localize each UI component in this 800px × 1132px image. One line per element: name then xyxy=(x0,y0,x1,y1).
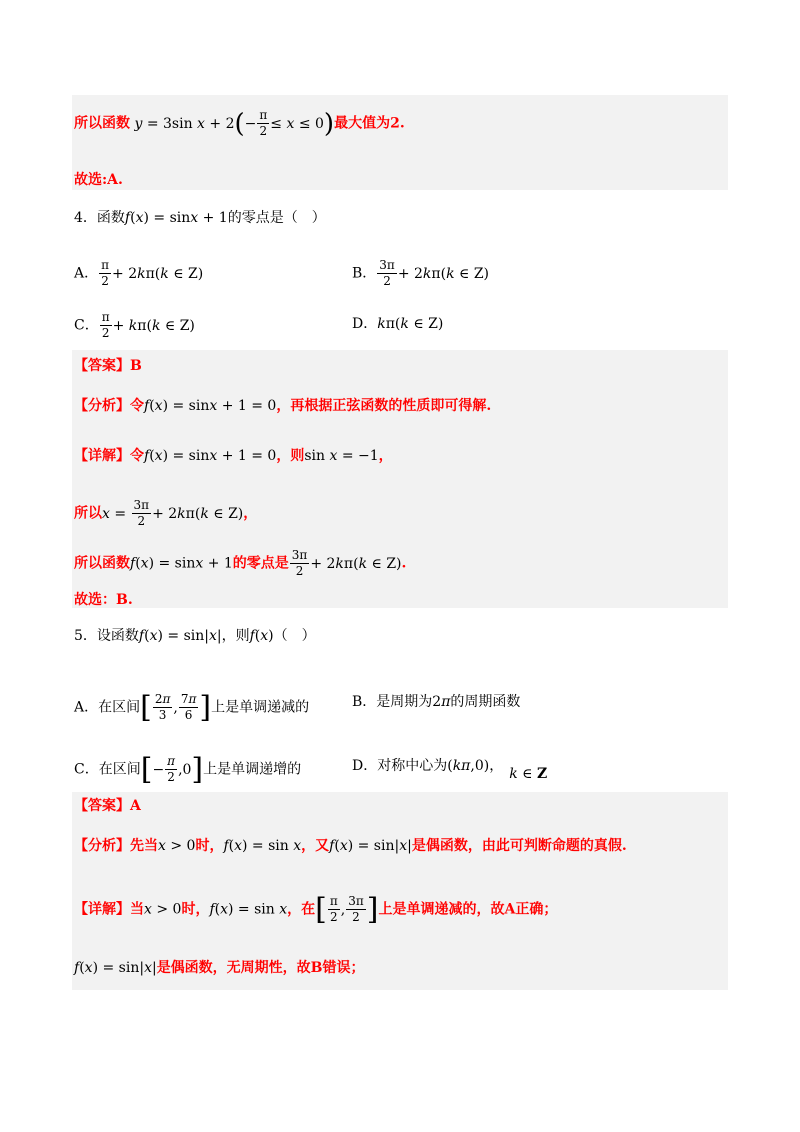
text: 上是单调递减的 xyxy=(211,699,310,716)
math-formula: sin x = −1 xyxy=(304,448,379,464)
math-formula: k ∈ Z xyxy=(509,766,548,782)
question-number: 5．设函数 xyxy=(74,628,139,644)
solution-3-choice: 故选:A. xyxy=(74,172,123,188)
question-4-option-b[interactable] xyxy=(352,258,489,289)
math-formula: f(x) = sin x xyxy=(209,901,288,918)
math-formula: f(x) = sin|x| xyxy=(329,838,412,854)
option-label: D． xyxy=(352,316,378,332)
option-label: B． xyxy=(352,694,377,710)
math-formula: f(x) = sin|x| xyxy=(74,960,157,976)
detail-4-line3 xyxy=(74,548,728,579)
math-formula: [ $\frac{2\pi}{3}$ , $\frac{7\pi}{6}$ ] xyxy=(140,689,212,725)
detail-tag: 【详解】 xyxy=(74,901,130,918)
question-5-option-c[interactable] xyxy=(74,751,302,787)
solution-3-conclusion xyxy=(74,108,728,139)
question-number: 4．函数 xyxy=(74,210,125,226)
answer-tag: 【答案】 xyxy=(74,798,130,814)
analysis-tag: 【分析】 xyxy=(74,838,130,854)
question-4-option-d[interactable] xyxy=(352,314,443,334)
answer-tag: 【答案】 xyxy=(74,358,130,374)
text: 是偶函数，由此可判断命题的真假. xyxy=(411,838,627,854)
analysis-4 xyxy=(74,396,728,416)
question-5-option-a[interactable] xyxy=(74,689,310,725)
text: 上是单调递增的 xyxy=(203,761,302,778)
text: 上是单调递减的，故A正确； xyxy=(378,901,558,918)
text: 所以函数 xyxy=(74,555,130,572)
math-formula: [− $\frac{\pi}{2}$ ,0] xyxy=(140,751,204,787)
text: 当 xyxy=(130,901,144,918)
text: 对称中心为 xyxy=(377,758,448,774)
math-formula: [ $\frac{\pi}{2}$ , $\frac{3\pi}{2}$ ] xyxy=(315,891,379,927)
detail-5-line2 xyxy=(74,958,728,978)
text: 最大值为2. xyxy=(334,115,405,132)
text: 是周期为 xyxy=(376,694,433,710)
math-formula: $\frac{\pi}{2}$ + 2kπ(k ∈ Z) xyxy=(101,258,204,288)
text: 所以 xyxy=(74,505,102,522)
option-label: D． xyxy=(352,758,378,774)
option-label: C． xyxy=(74,317,99,334)
text: ， xyxy=(378,448,393,464)
answer-value: A xyxy=(130,798,141,814)
math-formula: kπ(k ∈ Z) xyxy=(377,316,444,332)
math-formula: $\frac{\pi}{2}$ + kπ(k ∈ Z) xyxy=(101,310,195,340)
math-formula: x = $\frac{3\pi}{2}$ + 2kπ(k ∈ Z) xyxy=(102,498,244,528)
math-formula: f(x) = sinx + 1 xyxy=(130,555,233,572)
text: 在区间 xyxy=(98,699,141,716)
math-formula: x > 0 xyxy=(158,838,196,854)
text: 时， xyxy=(181,901,210,918)
question-5-stem xyxy=(74,626,728,646)
option-label: A． xyxy=(74,699,99,716)
text: ，则 xyxy=(276,448,305,464)
question-4-stem xyxy=(74,208,728,228)
question-5-option-d[interactable] xyxy=(352,756,548,782)
math-formula: f(x) = sinx + 1 = 0 xyxy=(144,398,277,414)
question-4-option-c[interactable] xyxy=(74,310,195,341)
text: 的零点是 xyxy=(232,555,289,572)
text: ，又 xyxy=(301,838,330,854)
option-label: C． xyxy=(74,761,99,778)
math-formula: f(x) = sin|x| xyxy=(138,628,222,644)
answer-5 xyxy=(74,796,728,816)
math-formula: 2π xyxy=(432,694,451,710)
text: ，再根据正弦函数的性质即可得解. xyxy=(276,398,492,414)
math-formula: $\frac{3\pi}{2}$ + 2kπ(k ∈ Z) xyxy=(379,258,490,288)
answer-value: B xyxy=(130,358,142,374)
text: ， xyxy=(489,758,504,774)
detail-4 xyxy=(74,446,728,466)
text: 令 xyxy=(130,448,144,464)
analysis-5 xyxy=(74,836,728,856)
text: 的周期函数 xyxy=(450,694,521,710)
detail-5 xyxy=(74,891,728,927)
question-suffix: 的零点是（ ） xyxy=(227,210,326,226)
text: 时， xyxy=(195,838,224,854)
choice-4: 故选：B. xyxy=(74,592,133,608)
analysis-tag: 【分析】 xyxy=(74,398,130,414)
text: 在区间 xyxy=(98,761,141,778)
question-4-option-a[interactable] xyxy=(74,258,203,289)
detail-tag: 【详解】 xyxy=(74,448,130,464)
text: 是偶函数，无周期性，故B错误； xyxy=(156,960,365,976)
text: 先当 xyxy=(130,838,158,854)
math-formula: f(x) = sinx + 1 = 0 xyxy=(144,448,277,464)
math-formula: x > 0 xyxy=(144,901,182,918)
math-formula: $\frac{3\pi}{2}$ + 2kπ(k ∈ Z) xyxy=(291,548,402,578)
detail-4-line2 xyxy=(74,498,728,529)
text: . xyxy=(401,555,407,572)
question-5-option-b[interactable] xyxy=(352,692,520,712)
question-suffix: （ ） xyxy=(273,628,316,644)
math-formula: f(x) = sin x xyxy=(223,838,302,854)
math-formula: (kπ,0) xyxy=(447,758,490,774)
math-formula: y = 3sin x + 2(− $\frac{\pi}{2}$ ≤ x ≤ 0) xyxy=(134,108,335,139)
text: ， xyxy=(243,505,258,522)
math-formula: f(x) = sinx + 1 xyxy=(124,210,228,226)
text: 令 xyxy=(130,398,144,414)
math-formula: f(x) xyxy=(249,628,274,644)
text: ，则 xyxy=(221,628,250,644)
option-label: B． xyxy=(352,265,377,282)
text: 所以函数 xyxy=(74,115,130,132)
option-label: A． xyxy=(74,265,99,282)
answer-4 xyxy=(74,356,728,376)
text: ，在 xyxy=(287,901,316,918)
